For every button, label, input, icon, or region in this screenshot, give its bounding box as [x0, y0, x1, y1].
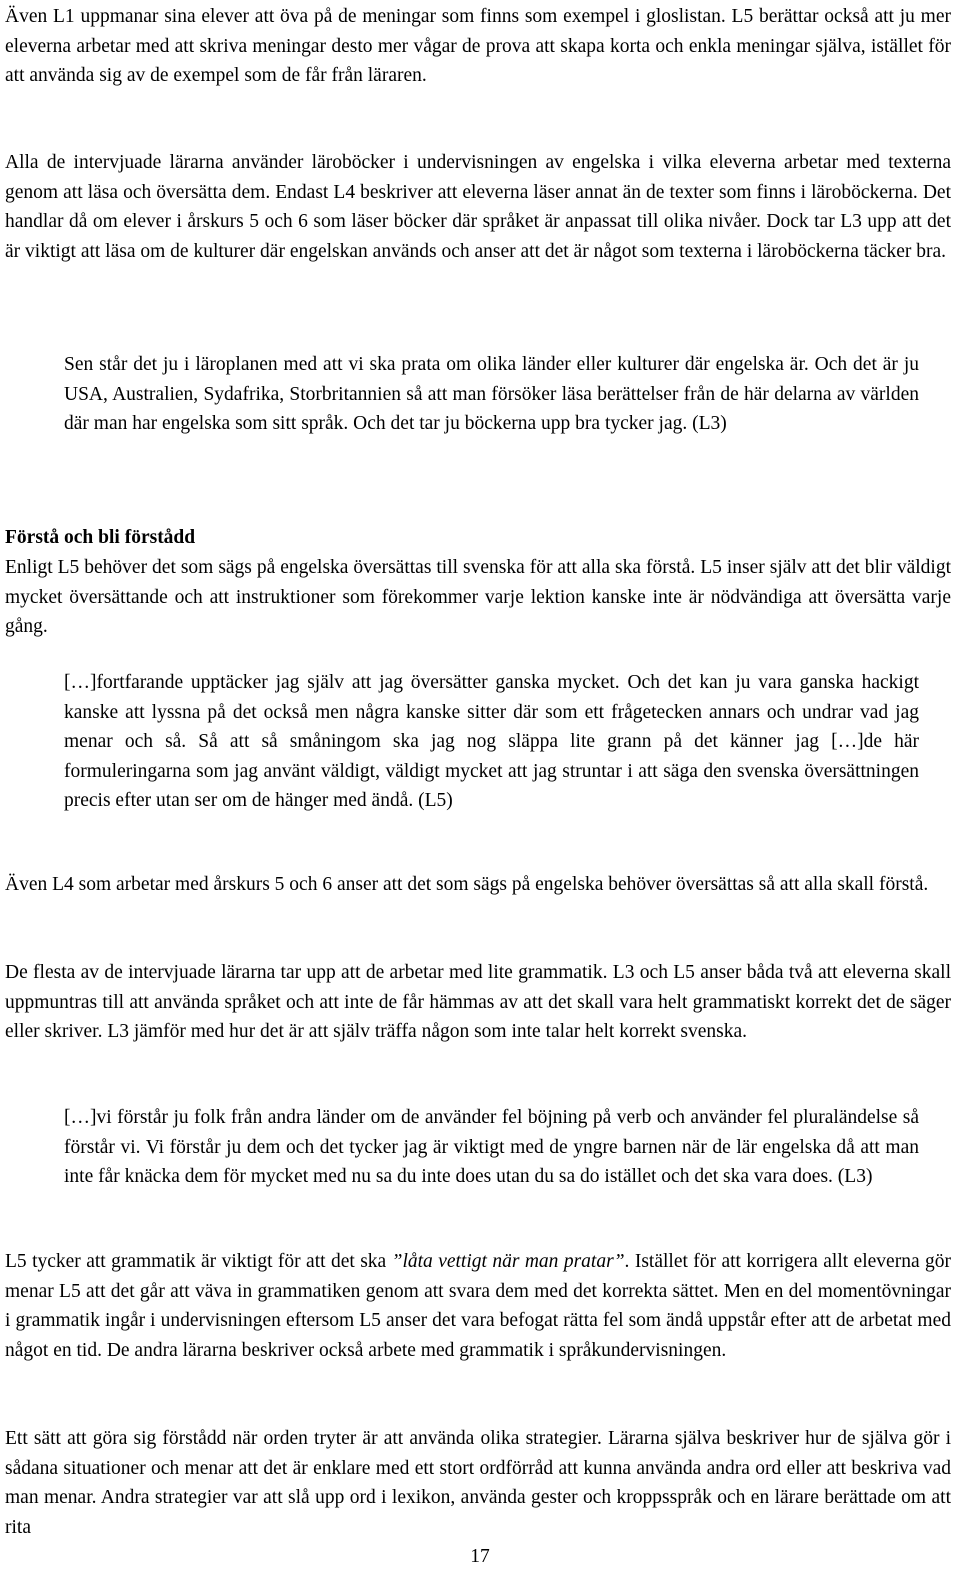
quote-1: Sen står det ju i läroplanen med att vi ska prata om olika länder eller kulturer där engelska är. Och det är ju USA, Australien, Sydafrika, Storbritannien så att man försöker läsa berättelser från de här delarna av världen där man har engelska som sitt språk. Och det tar ju böckerna upp bra tycker jag. (L3): [64, 354, 919, 434]
paragraph-5: De flesta av de intervjuade lärarna tar upp att de arbetar med lite grammatik. L3 och L5 anser båda två att eleverna skall uppmuntras till att använda språket och att inte de får hämmas av att det skall vara helt grammatiskt korrekt det de säger eller skriver. L3 jämför med hur det är att själv träffa någon som inte talar helt korrekt svenska.: [5, 962, 951, 1042]
quote-2: […]fortfarande upptäcker jag själv att jag översätter ganska mycket. Och det kan ju vara ganska hackigt kanske att lyssna på det också men några kanske sitter där som ett frågetecken annars och undrar vad jag menar och så. Så att så småningom ska jag nog släppa lite grann på det känner jag […]de här formuleringarna som jag använt väldigt, väldigt mycket att jag struntar i att säga den svenska översättningen precis efter utan ser om de hänger med ändå. (L5): [64, 672, 919, 811]
quote-3: […]vi förstår ju folk från andra länder om de använder fel böjning på verb och använder fel pluraländelse så förstår vi. Vi förstår ju dem och det tycker jag är viktigt med de yngre barnen när de lär engelska då att man inte får knäcka dem för mycket med nu sa du inte does utan du sa do istället och det ska vara does. (L3): [64, 1107, 919, 1187]
paragraph-6-start: L5 tycker att grammatik är viktigt för att det ska: [5, 1251, 392, 1272]
paragraph-6-end: . Istället för att korrigera allt eleverna gör menar L5 att det går att väva in grammatiken genom att svara dem med det korrekta sättet. Men en del momentövningar i grammatik ingår i undervisningen eftersom L5 anser det vara befogat rätta fel som ändå uppstår efter att de arbetat med något en tid. De andra lärarna beskriver också arbete med grammatik i språkundervisningen.: [5, 1251, 952, 1361]
paragraph-3: Enligt L5 behöver det som sägs på engelska översättas till svenska för att alla ska förstå. L5 inser själv att det blir väldigt mycket översättande och att instruktioner som förekommer varje lektion kanske inte är nödvändiga att översätta varje gång.: [5, 557, 951, 637]
paragraph-6: [0, 1247, 951, 1365]
paragraph-2: Alla de intervjuade lärarna använder läroböcker i undervisningen av engelska i vilka eleverna arbetar med texterna genom att läsa och översätta dem. Endast L4 beskriver att eleverna läser annat än de texter som finns i läroböckerna. Det handlar då om elever i årskurs 5 och 6 som läser böcker där språket är anpassat till olika nivåer. Dock tar L3 upp att det är viktigt att läsa om de kulturer där engelskan används och anser att det är något som texterna i läroböckerna täcker bra.: [5, 152, 951, 262]
paragraph-6-quote: ”låta vettigt när man pratar”: [391, 1251, 625, 1272]
paragraph-4: Även L4 som arbetar med årskurs 5 och 6 anser att det som sägs på engelska behöver översättas så att alla skall förstå.: [5, 874, 929, 895]
page-number: 17: [470, 1546, 490, 1567]
section-heading: Förstå och bli förstådd: [5, 527, 196, 548]
paragraph-1: Även L1 uppmanar sina elever att öva på de meningar som finns som exempel i gloslistan. L5 berättar också att ju mer eleverna arbetar med att skriva meningar desto mer vågar de prova att skapa korta och enkla meningar själva, istället för att använda sig av de exempel som de får från läraren.: [5, 6, 951, 86]
paragraph-7: Ett sätt att göra sig förstådd när orden tryter är att använda olika strategier. Lärarna själva beskriver hur de själva gör i sådana situationer och menar att det är enklare med ett stort ordförråd att kunna använda andra ord eller att beskriva vad man menar. Andra strategier var att slå upp ord i lexikon, använda gester och kroppsspråk och en lärare berättade om att rita: [5, 1428, 951, 1538]
